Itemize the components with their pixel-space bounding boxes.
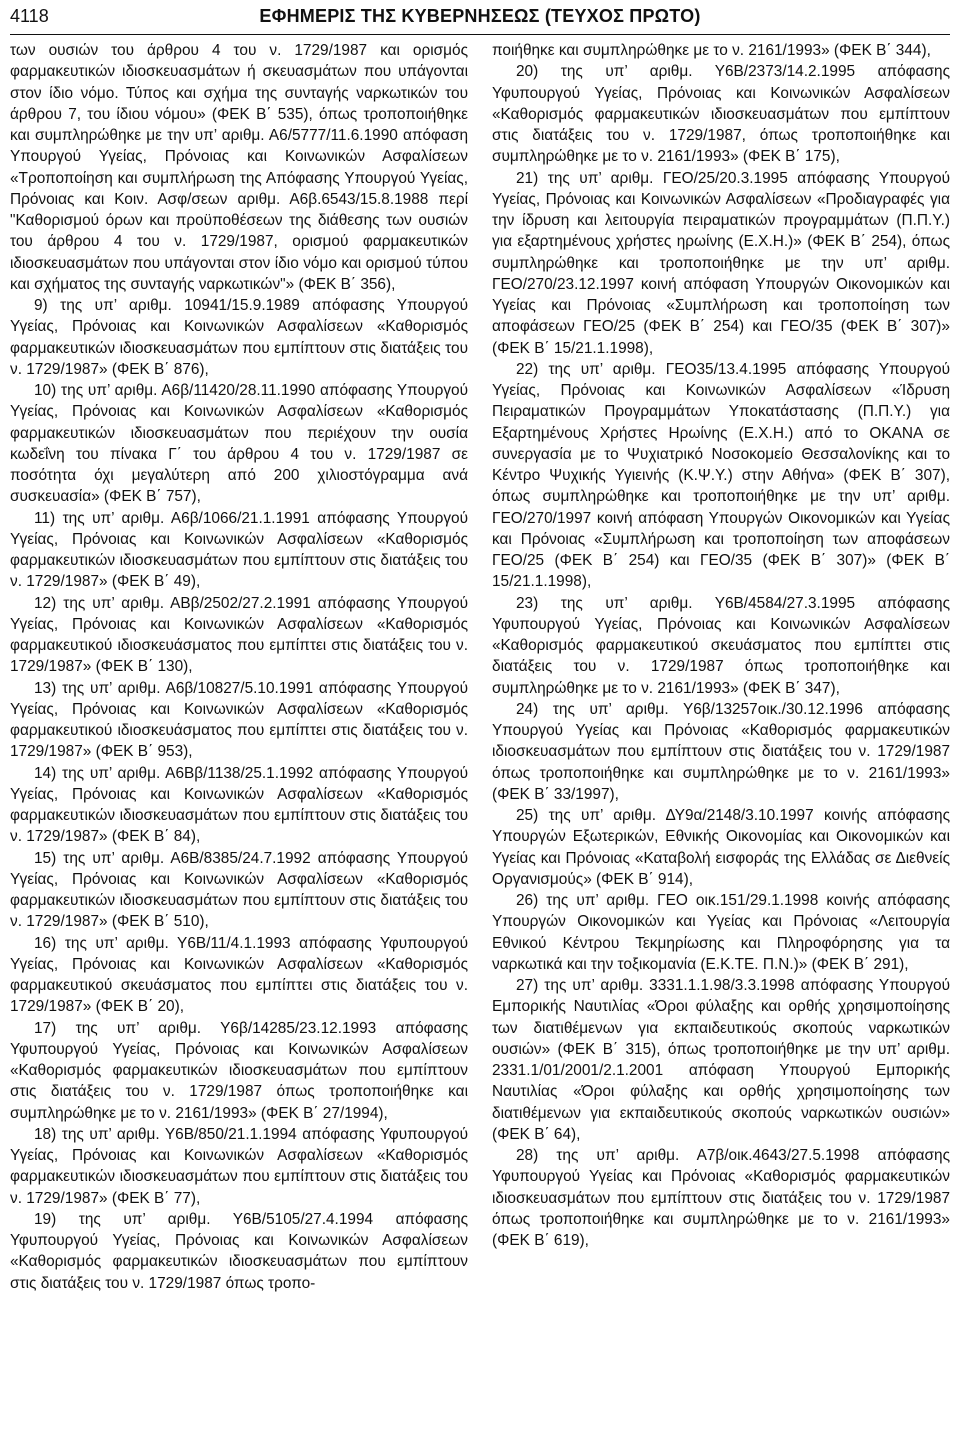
paragraph: 19) της υπ’ αριθμ. Υ6Β/5105/27.4.1994 απόφασης Υφυπουργού Υγείας, Πρόνοιας και Κοινωνικών Ασφαλίσεων «Καθορισμός φαρμακευτικών ιδιοσκευασμάτων που εμπίπτουν στις διατάξεις του ν. 1729/1987 όπως τροπο-: [10, 1210, 468, 1292]
right-column: [492, 40, 950, 1425]
page-header: [0, 0, 960, 34]
paragraph: των ουσιών του άρθρου 4 του ν. 1729/1987 και ορισμός φαρμακευτικών ιδιοσκευασμάτων ή σκευασμάτων που υπάγονται στον ίδιο νόμο. Τύπος και σχήμα της συνταγής ναρκωτικών του άρθρου 7, του ίδιου νόμου» (ΦΕΚ Β΄ 535), όπως τροποποιήθηκε και συμπληρώθηκε με την υπ’ αριθμ. Α6/5777/11.6.1990 απόφαση Υπουργού Υγείας, Πρόνοιας και Κοινωνικών Ασφαλίσεων «Τροποποίηση και συμπλήρωση της Απόφασης Υπουργού Υγείας, Πρόνοιας και Κοιν. Ασφ/σεων αριθμ. Α6β.6543/15.8.1988 περί "Καθορισμού όρων και προϋποθέσεων της διάθεσης των ουσιών του άρθρου 4 του ν. 1729/1987, ορισμού φαρμακευτικών ιδιοσκευασμάτων που υπάγονται στον ίδιο νόμο και ορισμού τύπου και σχήματος της συνταγής ναρκωτικών"» (ΦΕΚ Β΄ 356),: [10, 42, 468, 293]
paragraph: 16) της υπ’ αριθμ. Υ6Β/11/4.1.1993 απόφασης Υφυπουργού Υγείας, Πρόνοιας και Κοινωνικών Ασφαλίσεων «Καθορισμός φαρμακευτικού σκευάσματος που εμπίπτει στις διατάξεις του ν. 1729/1987» (ΦΕΚ Β΄ 20),: [10, 934, 468, 1016]
paragraph: 11) της υπ’ αριθμ. Α6β/1066/21.1.1991 απόφασης Υπουργού Υγείας, Πρόνοιας και Κοινωνικών Ασφαλίσεων «Καθορισμός φαρμακευτικών ιδιοσκευασμάτων που εμπίπτουν στις διατάξεις του ν. 1729/1987» (ΦΕΚ Β΄ 49),: [10, 509, 468, 591]
paragraph: 9) της υπ’ αριθμ. 10941/15.9.1989 απόφασης Υπουργού Υγείας, Πρόνοιας και Κοινωνικών Ασφαλίσεων «Καθορισμός φαρμακευτικών ιδιοσκευασμάτων που εμπίπτουν στις διατάξεις του ν. 1729/1987» (ΦΕΚ Β΄ 876),: [10, 297, 468, 378]
paragraph: 22) της υπ’ αριθμ. ΓΕΟ35/13.4.1995 απόφασης Υπουργού Υγείας, Πρόνοιας και Κοινωνικών Ασφαλίσεων «Ίδρυση Πειραματικών Προγραμμάτων Υποκατάστασης (Π.Π.Υ.) για Εξαρτημένους Χρήστες Ηρωίνης (Ε.Χ.Η.) από το ΟΚΑΝΑ σε συνεργασία με το Ψυχιατρικό Νοσοκομείο Θεσσαλονίκης και το Κέντρο Ψυχικής Υγιεινής (Κ.Ψ.Υ.) στην Αθήνα» (ΦΕΚ Β΄ 307), όπως συμπληρώθηκε και τροποποιήθηκε με την υπ’ αριθμ. ΓΕΟ/270/1997 κοινή απόφαση Υπουργών Οικονομικών και Υγείας και Πρόνοιας «Συμπλήρωση και τροποποίηση των αποφάσεων ΓΕΟ/25 (ΦΕΚ Β΄ 254) και ΓΕΟ/35 (ΦΕΚ Β΄ 307)» (ΦΕΚ Β΄ 15/21.1.1998),: [492, 360, 950, 591]
paragraph: 10) της υπ’ αριθμ. Α6β/11420/28.11.1990 απόφασης Υπουργού Υγείας, Πρόνοιας και Κοινωνικών Ασφαλίσεων «Καθορισμός φαρμακευτικών ιδιοσκευασμάτων που περιέχουν την ουσία κωδεΐνη του πίνακα Γ΄ του άρθρου 4 του ν. 1729/1987 σε ποσότητα όχι μεγαλύτερη από 200 χιλιοστόγραμμα ανά συσκευασία» (ΦΕΚ Β΄ 757),: [10, 382, 468, 506]
paragraph: 25) της υπ’ αριθμ. ΔΥ9α/2148/3.10.1997 κοινής απόφασης Υπουργών Εξωτερικών, Εθνικής Οικονομίας και Οικονομικών και Υγείας και Πρόνοιας «Καταβολή εισφοράς της Ελλάδας σε Διεθνείς Οργανισμούς» (ΦΕΚ Β΄ 914),: [492, 807, 950, 888]
page-number: 4118: [10, 6, 49, 26]
paragraph: 15) της υπ’ αριθμ. Α6Β/8385/24.7.1992 απόφασης Υπουργού Υγείας, Πρόνοιας και Κοινωνικών Ασφαλίσεων «Καθορισμός φαρμακευτικών ιδιοσκευασμάτων που εμπίπτουν στις διατάξεις του ν. 1729/1987» (ΦΕΚ Β΄ 510),: [10, 849, 468, 931]
paragraph: 13) της υπ’ αριθμ. Α6β/10827/5.10.1991 απόφασης Υπουργού Υγείας, Πρόνοιας και Κοινωνικών Ασφαλίσεων «Καθορισμός φαρμακευτικού ιδιοσκευάσματος που εμπίπτει στις διατάξεις του ν. 1729/1987» (ΦΕΚ Β΄ 953),: [10, 679, 468, 761]
header-divider: [10, 34, 950, 35]
paragraph: ποιήθηκε και συμπληρώθηκε με το ν. 2161/1993» (ΦΕΚ Β΄ 344),: [492, 42, 931, 59]
paragraph: 20) της υπ’ αριθμ. Υ6Β/2373/14.2.1995 απόφασης Υφυπουργού Υγείας, Πρόνοιας και Κοινωνικών Ασφαλίσεων «Καθορισμός φαρμακευτικών ιδιοσκευασμάτων που εμπίπτουν στις διατάξεις του ν. 1729/1987, όπως τροποποιήθηκε και συμπληρώθηκε με το ν. 2161/1993» (ΦΕΚ Β΄ 175),: [492, 63, 950, 166]
paragraph: 12) της υπ’ αριθμ. ΑΒβ/2502/27.2.1991 απόφασης Υπουργού Υγείας, Πρόνοιας και Κοινωνικών Ασφαλίσεων «Καθορισμός φαρμακευτικού ιδιοσκευάσματος που εμπίπτει στις διατάξεις του ν. 1729/1987» (ΦΕΚ Β΄ 130),: [10, 594, 468, 676]
paragraph: 21) της υπ’ αριθμ. ΓΕΟ/25/20.3.1995 απόφασης Υπουργού Υγείας, Πρόνοιας και Κοινωνικών Ασφαλίσεων «Προδιαγραφές για την ίδρυση και λειτουργία πειραματικών προγραμμάτων (Π.Π.Υ.) για εξαρτημένους χρήστες ηρωίνης (Ε.Χ.Η.)» (ΦΕΚ Β΄ 254), όπως συμπληρώθηκε και τροποποιήθηκε με την υπ’ αριθμ. ΓΕΟ/270/23.12.1997 κοινή απόφαση Υπουργών Οικονομικών και Υγείας και Πρόνοιας «Συμπλήρωση και τροποποίηση των αποφάσεων ΓΕΟ/25 (ΦΕΚ Β΄ 254) και ΓΕΟ/35 (ΦΕΚ Β΄ 307)» (ΦΕΚ Β΄ 15/21.1.1998),: [492, 169, 950, 357]
gazette-title: ΕΦΗΜΕΡΙΣ ΤΗΣ ΚΥΒΕΡΝΗΣΕΩΣ (ΤΕΥΧΟΣ ΠΡΩΤΟ): [259, 6, 701, 26]
paragraph: 18) της υπ’ αριθμ. Υ6Β/850/21.1.1994 απόφασης Υφυπουργού Υγείας, Πρόνοιας και Κοινωνικών Ασφαλίσεων «Καθορισμός φαρμακευτικών ιδιοσκευασμάτων που εμπίπτουν στις διατάξεις του ν. 1729/1987» (ΦΕΚ Β΄ 77),: [10, 1125, 468, 1207]
left-column: [10, 40, 468, 1425]
paragraph: 24) της υπ’ αριθμ. Υ6β/13257οικ./30.12.1996 απόφασης Υπουργού Υγείας και Πρόνοιας «Καθορισμός φαρμακευτικών ιδιοσκευασμάτων που εμπίπτουν στις διατάξεις του ν. 1729/1987 όπως τροποποιήθηκε και συμπληρώθηκε με το ν. 2161/1993» (ΦΕΚ Β΄ 33/1997),: [492, 700, 950, 803]
paragraph: 28) της υπ’ αριθμ. Α7β/οικ.4643/27.5.1998 απόφασης Υφυπουργού Υγείας και Πρόνοιας «Καθορισμός φαρμακευτικών ιδιοσκευασμάτων που εμπίπτουν στις διατάξεις του ν. 1729/1987 όπως τροποποιήθηκε και συμπληρώθηκε με το ν. 2161/1993» (ΦΕΚ Β΄ 619),: [492, 1147, 950, 1249]
paragraph: 27) της υπ’ αριθμ. 3331.1.1.98/3.3.1998 απόφασης Υπουργού Εμπορικής Ναυτιλίας «Όροι φύλαξης και ορθής χρησιμοποίησης των διατιθέμενων για εκπαιδευτικούς σκοπούς ναρκωτικών ουσιών» (ΦΕΚ Β΄ 315), όπως τροποποιήθηκε με την υπ’ αριθμ. 2331.1/01/2001/2.1.2001 απόφαση Υπουργού Εμπορικής Ναυτιλίας «Όροι φύλαξης και ορθής χρησιμοποίησης των διατιθέμενων για εκπαιδευτικούς σκοπούς ναρκωτικών ουσιών» (ΦΕΚ Β΄ 64),: [492, 977, 950, 1143]
paragraph: 23) της υπ’ αριθμ. Υ6Β/4584/27.3.1995 απόφασης Υφυπουργού Υγείας, Πρόνοιας και Κοινωνικών Ασφαλίσεων «Καθορισμός φαρμακευτικού σκευάσματος που εμπίπτει στις διατάξεις του ν. 1729/1987 όπως τροποποιήθηκε και συμπληρώθηκε με το ν. 2161/1993» (ΦΕΚ Β΄ 347),: [492, 594, 950, 697]
paragraph: 26) της υπ’ αριθμ. ΓΕΟ οικ.151/29.1.1998 κοινής απόφασης Υπουργών Οικονομικών και Υγείας και Πρόνοιας «Λειτουργία Εθνικού Κέντρου Τεκμηρίωσης και Πληροφόρησης για τα ναρκωτικά και την τοξικομανία (Ε.Κ.ΤΕ. Π.Ν.)» (ΦΕΚ Β΄ 291),: [492, 892, 950, 973]
paragraph: 14) της υπ’ αριθμ. Α6Ββ/1138/25.1.1992 απόφασης Υπουργού Υγείας, Πρόνοιας και Κοινωνικών Ασφαλίσεων «Καθορισμός φαρμακευτικών ιδιοσκευασμάτων που εμπίπτουν στις διατάξεις του ν. 1729/1987» (ΦΕΚ Β΄ 84),: [10, 764, 468, 846]
paragraph: 17) της υπ’ αριθμ. Υ6β/14285/23.12.1993 απόφασης Υφυπουργού Υγείας, Πρόνοιας και Κοινωνικών Ασφαλίσεων «Καθορισμός φαρμακευτικών ιδιοσκευασμάτων που εμπίπτουν στις διατάξεις του ν. 1729/1987 όπως τροποποιήθηκε και συμπληρώθηκε με το ν. 2161/1993» (ΦΕΚ Β΄ 27/1994),: [10, 1019, 468, 1122]
